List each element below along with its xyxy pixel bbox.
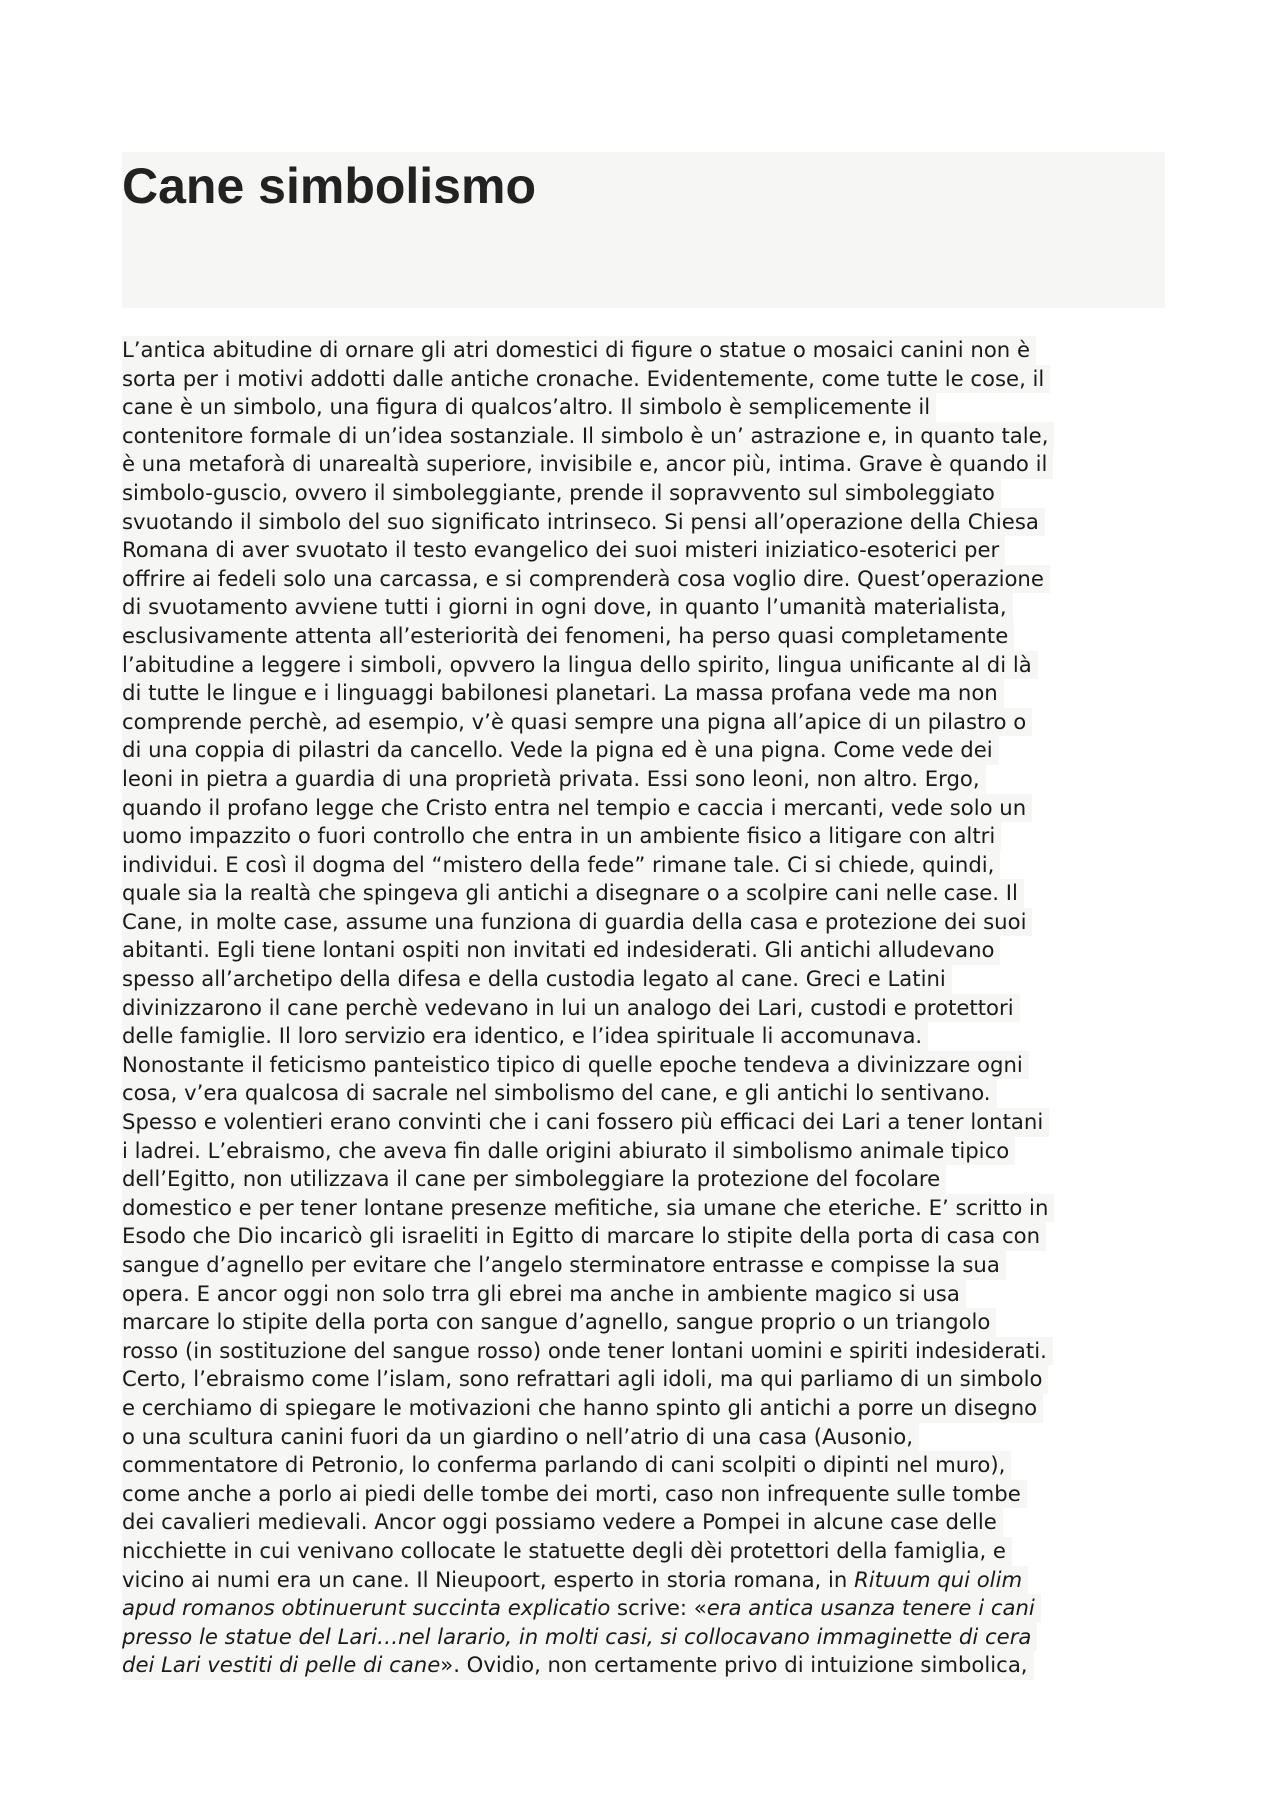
text-segment: Romana di aver svuotato il testo evangelico dei suoi misteri iniziatico-esoterici per <box>122 537 1000 563</box>
text-segment: e cerchiamo di spiegare le motivazioni che hanno spinto gli antichi a porre un disegno <box>122 1394 1038 1420</box>
text-segment: nicchiette in cui venivano collocate le statuette degli dèi protettori della famiglia, e <box>122 1537 1006 1563</box>
text-line <box>122 1137 1015 1166</box>
text-line <box>122 1537 1012 1566</box>
text-segment: è una metaforà di unarealtà superiore, invisibile e, ancor più, intima. Grave è quando il <box>122 451 1048 477</box>
text-segment: dell’Egitto, non utilizzava il cane per simboleggiare la protezione del focolare <box>122 1166 941 1192</box>
text-line <box>122 1280 966 1309</box>
text-line <box>122 1623 1037 1652</box>
text-segment: quale sia la realtà che spingeva gli antichi a disegnare o a scolpire cani nelle case. Il <box>122 880 1018 906</box>
text-line <box>122 1308 996 1337</box>
text-segment: come anche a porlo ai piedi delle tombe dei morti, caso non infrequente sulle tombe <box>122 1480 1021 1506</box>
text-line <box>122 1394 1043 1423</box>
text-line <box>122 1051 1029 1080</box>
text-segment: scrive: « <box>610 1595 707 1621</box>
italic-text-segment: era antica usanza tenere i cani <box>706 1595 1035 1621</box>
text-segment: L’antica abitudine di ornare gli atri domestici di figure o statue o mosaici canini non è <box>122 337 1030 362</box>
italic-text-segment: presso le statue del Lari…nel larario, in molti casi, si collocavano immaginette di cera <box>122 1623 1032 1649</box>
text-segment: sangue d’agnello per evitare che l’angelo sterminatore entrasse e compisse la sua <box>122 1252 1000 1277</box>
text-segment: delle famiglie. Il loro servizio era identico, e l’idea spirituale li accomunava. <box>122 1023 923 1049</box>
text-line <box>122 679 1004 708</box>
text-line <box>122 336 1036 365</box>
text-segment: Cane, in molte case, assume una funziona di guardia della casa e protezione dei suoi <box>122 908 1027 934</box>
text-line <box>122 1194 1054 1223</box>
body-text <box>122 336 1170 1680</box>
text-segment: o una scultura canini fuori da un giardino o nell’atrio di una casa (Ausonio, <box>122 1423 913 1449</box>
text-segment: ». Ovidio, non certamente privo di intuizione simbolica, <box>440 1652 1028 1678</box>
text-segment: dei cavalieri medievali. Ancor oggi possiamo vedere a Pompei in alcune case delle <box>122 1509 997 1535</box>
text-line <box>122 765 986 794</box>
text-segment: Nonostante il feticismo panteistico tipico di quelle epoche tendeva a divinizzare ogni <box>122 1051 1023 1077</box>
text-segment: cosa, v’era qualcosa di sacrale nel simbolismo del cane, e gli antichi lo sentivano. <box>122 1080 991 1106</box>
text-line <box>122 508 1045 537</box>
text-segment: simbolo-guscio, ovvero il simboleggiante, prende il sopravvento sul simboleggiato <box>122 479 995 505</box>
text-line <box>122 622 1014 651</box>
italic-text-segment: apud romanos obtinuerunt succinta explicatio <box>122 1595 611 1621</box>
text-line <box>122 422 1054 451</box>
text-line <box>122 1108 1049 1137</box>
text-segment: di svuotamento avviene tutti i giorni in ogni dove, in quanto l’umanità materialista, <box>122 594 1007 620</box>
text-segment: marcare lo stipite della porta con sangue d’agnello, sangue proprio o un triangolo <box>122 1309 991 1335</box>
text-line <box>122 736 999 765</box>
page-title: Cane simbolismo <box>122 158 536 214</box>
text-segment: contenitore formale di un’idea sostanziale. Il simbolo è un’ astrazione e, in quanto tale, <box>122 422 1049 448</box>
text-line <box>122 365 1050 394</box>
text-segment: domestico e per tener lontane presenze mefitiche, sia umane che eteriche. E’ scritto in <box>122 1194 1049 1220</box>
text-line <box>122 1508 1003 1537</box>
text-line <box>122 1079 997 1108</box>
text-line <box>122 479 1001 508</box>
text-segment: quando il profano legge che Cristo entra nel tempio e caccia i mercanti, vede solo un <box>122 794 1027 820</box>
text-segment: di tutte le lingue e i linguaggi babilonesi planetari. La massa profana vede ma non <box>122 680 998 706</box>
text-line <box>122 1423 919 1452</box>
text-line <box>122 393 936 422</box>
text-segment: comprende perchè, ad esempio, v’è quasi sempre una pigna all’apice di un pilastro o <box>122 708 1027 734</box>
text-line <box>122 994 1020 1023</box>
text-line <box>122 1480 1027 1509</box>
text-segment: uomo impazzito o fuori controllo che entra in un ambiente fisico a litigare con altri <box>122 823 996 849</box>
text-segment: divinizzarono il cane perchè vedevano in lui un analogo dei Lari, custodi e protettori <box>122 994 1014 1020</box>
text-segment: commentatore di Petronio, lo conferma parlando di cani scolpiti o dipinti nel muro), <box>122 1452 1006 1478</box>
text-segment: vicino ai numi era un cane. Il Nieupoort, esperto in storia romana, in <box>122 1566 855 1592</box>
italic-text-segment: dei Lari vestiti di pelle di cane <box>122 1652 441 1678</box>
text-segment: l’abitudine a leggere i simboli, opvvero la lingua dello spirito, lingua unificante al di là <box>122 651 1032 677</box>
text-line <box>122 1337 1053 1366</box>
italic-text-segment: Rituum qui olim <box>854 1566 1023 1592</box>
text-segment: individui. E così il dogma del “mistero della fede” rimane tale. Ci si chiede, quindi, <box>122 851 995 877</box>
text-line <box>122 651 1038 680</box>
title-block <box>122 152 1165 308</box>
text-line <box>122 822 1001 851</box>
text-segment: offrire ai fedeli solo una carcassa, e si comprenderà cosa voglio dire. Quest’operazione <box>122 565 1044 591</box>
text-segment: spesso all’archetipo della difesa e della custodia legato al cane. Greci e Latini <box>122 966 946 992</box>
text-line <box>122 450 1053 479</box>
text-segment: Certo, l’ebraismo come l’islam, sono refrattari agli idoli, ma qui parliamo di un simbolo <box>122 1366 1043 1392</box>
text-segment: cane è un simbolo, una figura di qualcos’altro. Il simbolo è semplicemente il <box>122 394 931 420</box>
text-segment: leoni in pietra a guardia di una proprietà privata. Essi sono leoni, non altro. Ergo, <box>122 765 980 791</box>
text-line <box>122 1651 1034 1680</box>
text-segment: esclusivamente attenta all’esteriorità dei fenomeni, ha perso quasi completamente <box>122 622 1009 648</box>
text-segment: i ladrei. L’ebraismo, che aveva fin dalle origini abiurato il simbolismo animale tipico <box>122 1137 1010 1163</box>
text-segment: opera. E ancor oggi non solo trra gli ebrei ma anche in ambiente magico si usa <box>122 1280 960 1306</box>
text-segment: abitanti. Egli tiene lontani ospiti non invitati ed indesiderati. Gli antichi alludevano <box>122 937 995 963</box>
text-segment: rosso (in sostituzione del sangue rosso) onde tener lontani uomini e spiriti indesiderati. <box>122 1337 1047 1363</box>
text-line <box>122 794 1032 823</box>
text-segment: di una coppia di pilastri da cancello. Vede la pigna ed è una pigna. Come vede dei <box>122 737 993 763</box>
text-line <box>122 536 1005 565</box>
text-line <box>122 1451 1011 1480</box>
text-line <box>122 908 1032 937</box>
text-line <box>122 1251 1006 1280</box>
text-line <box>122 593 1013 622</box>
text-line <box>122 1165 946 1194</box>
text-line <box>122 1566 1028 1595</box>
text-line <box>122 936 1000 965</box>
text-line <box>122 1222 1046 1251</box>
text-line <box>122 1594 1041 1623</box>
text-line <box>122 1022 928 1051</box>
text-segment: Spesso e volentieri erano convinti che i cani fossero più efficaci dei Lari a tener lontani <box>122 1109 1044 1135</box>
text-line <box>122 565 1050 594</box>
text-segment: Esodo che Dio incaricò gli israeliti in Egitto di marcare lo stipite della porta di casa con <box>122 1223 1041 1249</box>
text-line <box>122 965 952 994</box>
text-line <box>122 708 1032 737</box>
text-line <box>122 1365 1048 1394</box>
text-line <box>122 879 1024 908</box>
text-segment: sorta per i motivi addotti dalle antiche cronache. Evidentemente, come tutte le cose, il <box>122 365 1045 391</box>
text-line <box>122 851 1000 880</box>
text-segment: svuotando il simbolo del suo significato intrinseco. Si pensi all’operazione della Chiesa <box>122 508 1039 534</box>
